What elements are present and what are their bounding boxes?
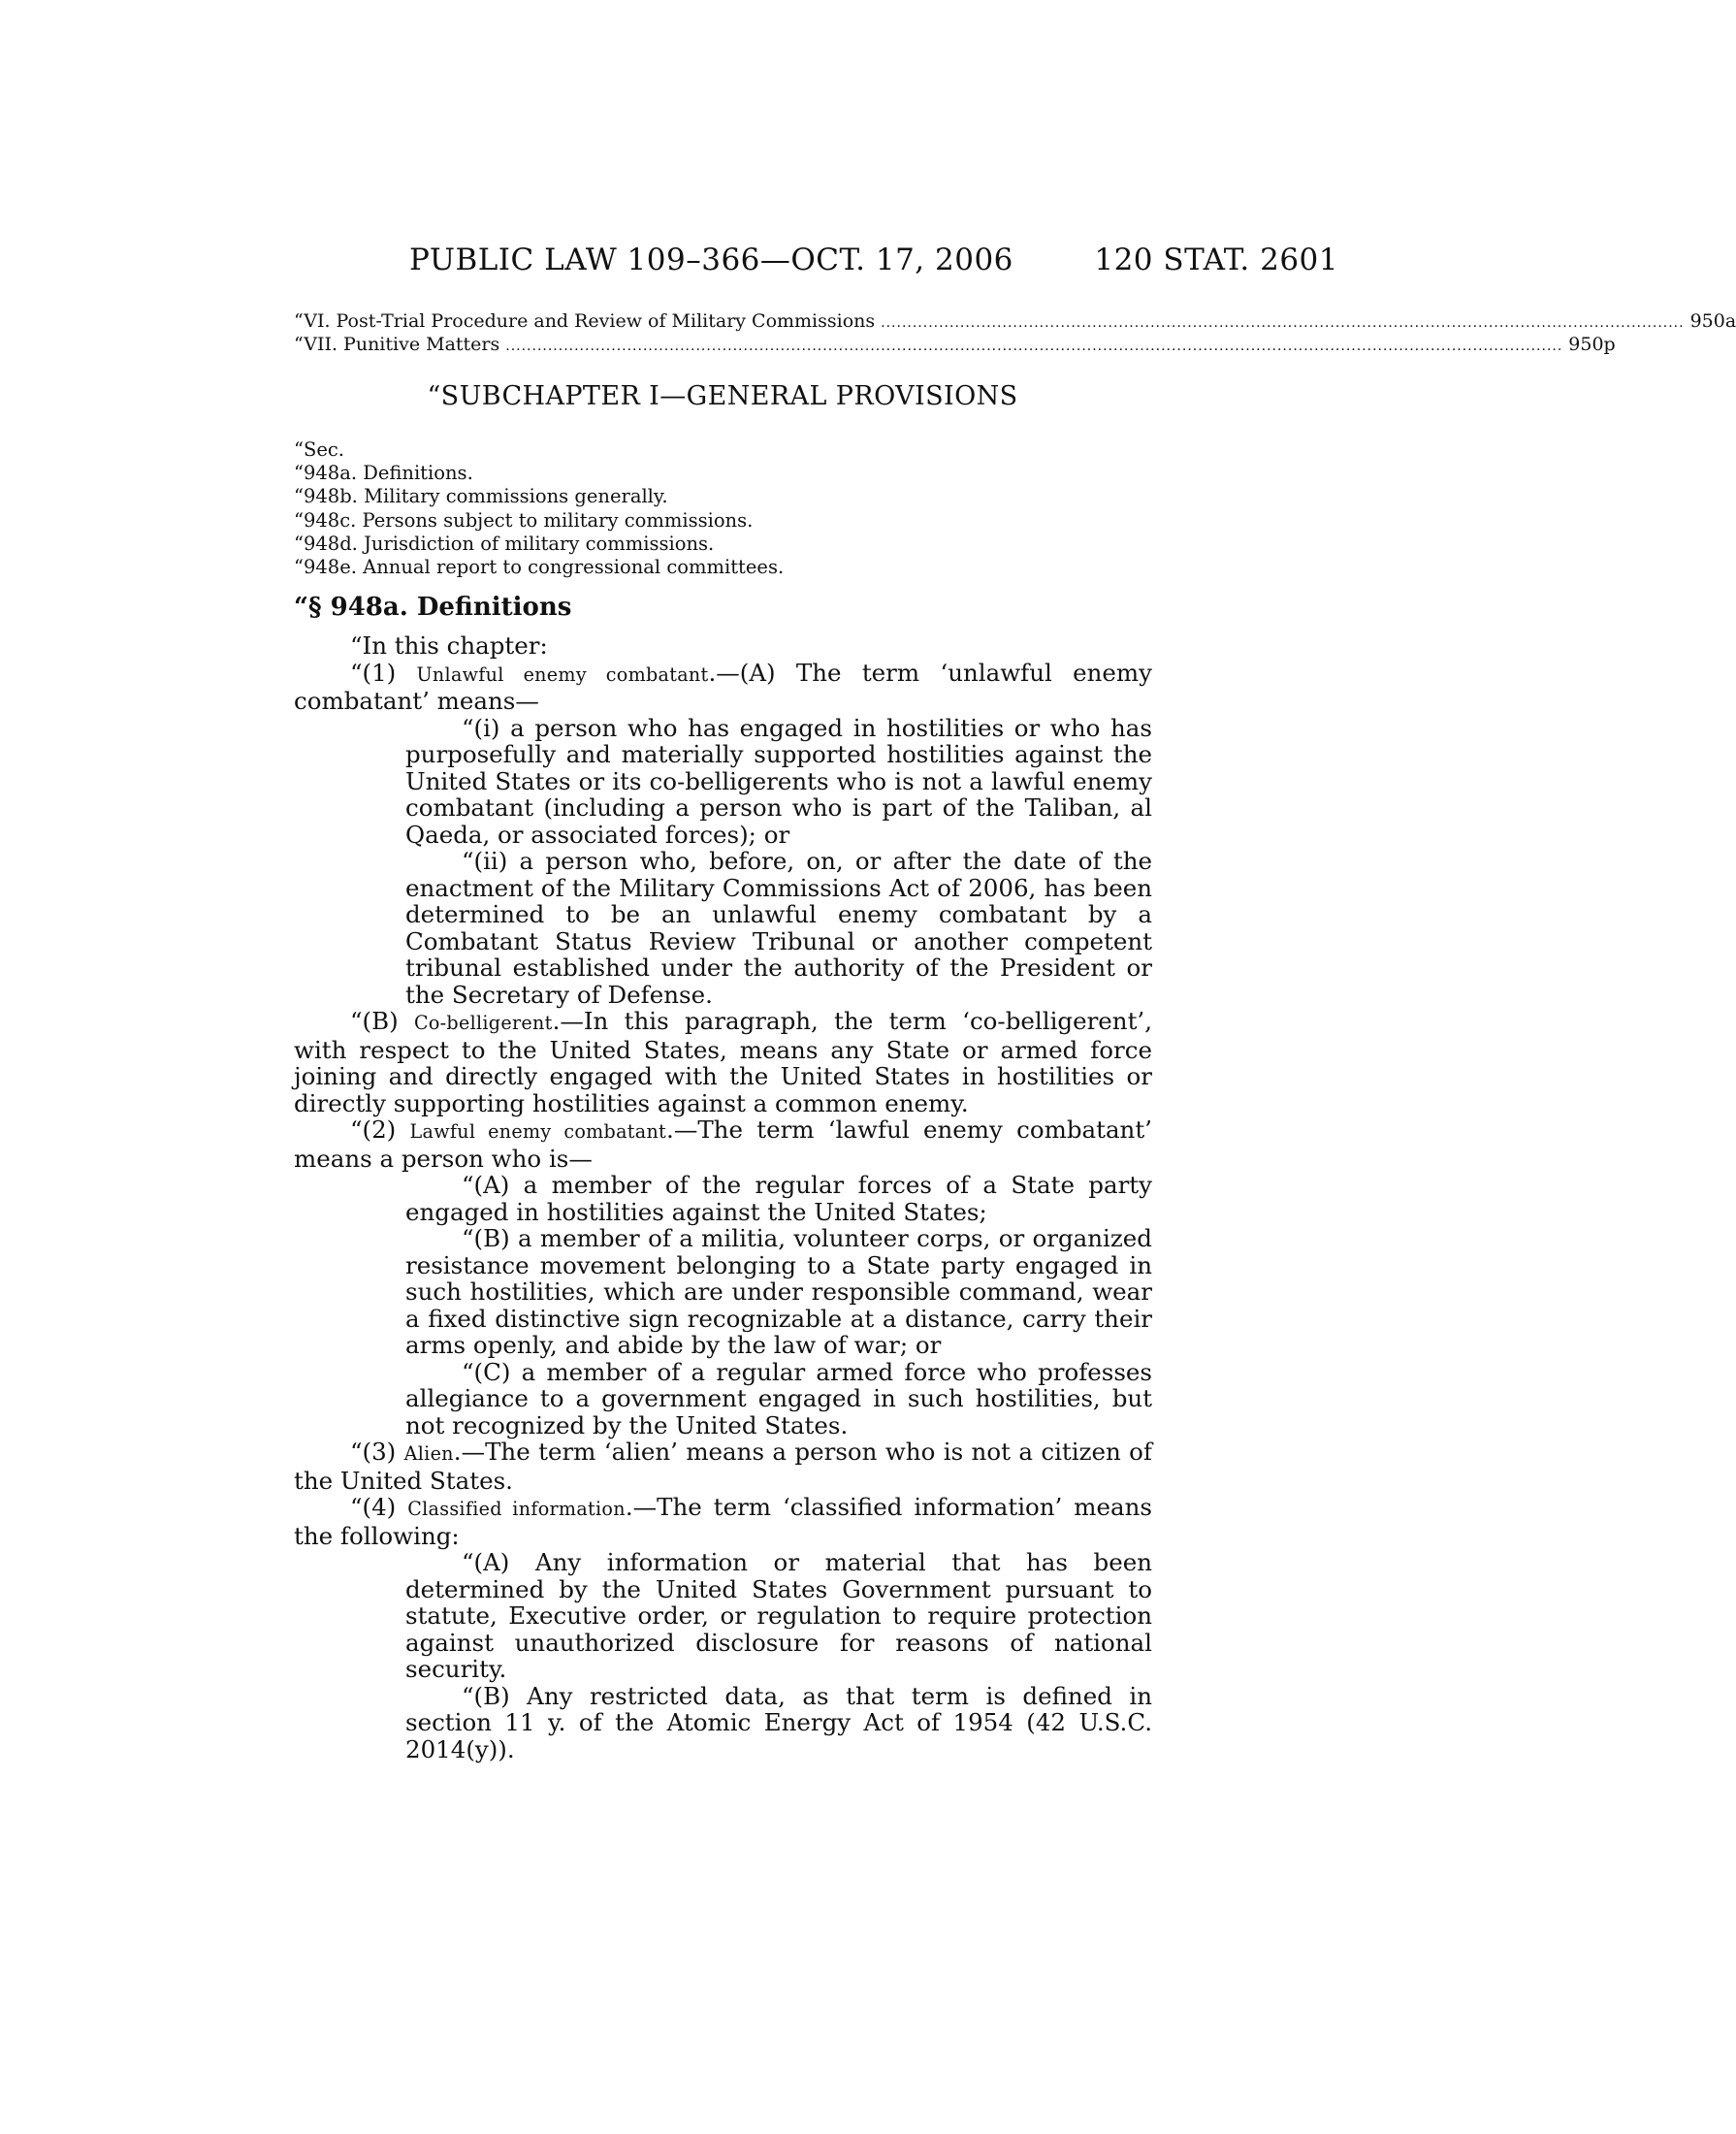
section-list-item: “948d. Jurisdiction of military commissions. <box>294 532 715 555</box>
toc-row <box>294 334 1616 357</box>
subparagraph-4-b: “(B) Any restricted data, as that term is defined in section 11 y. of the Atomic Energy Act of 1954 (42 U.S.C. 2014(y)). <box>405 1681 1152 1763</box>
term-caps: Lawful enemy combatant <box>409 1120 667 1143</box>
section-list <box>294 438 784 579</box>
toc-row <box>294 310 1736 334</box>
intro-paragraph: “In this chapter: <box>350 631 548 660</box>
subparagraph-2-b: “(B) a member of a militia, volunteer corps, or organized resistance movement belonging to a State party engaged in such hostilities, which are under responsible command, wear a fixed distinctive sign recognizable at a distance, carry their arms openly, and abide by the law of war; or <box>405 1224 1152 1359</box>
statute-page-number: 120 STAT. 2601 <box>1094 242 1338 277</box>
subchapter-title: “SUBCHAPTER I—GENERAL PROVISIONS <box>427 381 1018 411</box>
section-list-header: “Sec. <box>294 438 344 461</box>
term-caps: Co-belligerent <box>413 1012 553 1034</box>
subparagraph-2-c: “(C) a member of a regular armed force who professes allegiance to a government engaged in such hostilities, but not recognized by the United States. <box>405 1357 1152 1439</box>
term-caps: Classified information <box>407 1498 626 1520</box>
section-list-item: “948e. Annual report to congressional committees. <box>294 556 785 579</box>
dot-leader: ........................................................................................................................................................................................................ <box>505 339 1563 354</box>
paragraph-1: “(1) Unlawful enemy combatant.—(A) The term ‘unlawful enemy combatant’ means— <box>294 658 1152 715</box>
table-of-contents <box>294 310 1736 357</box>
public-law-title: PUBLIC LAW 109–366—OCT. 17, 2006 <box>409 242 1013 277</box>
toc-section-number: 950a <box>1689 310 1736 332</box>
dot-leader: ........................................................................................................................................................ <box>881 315 1685 331</box>
paragraph-4: “(4) Classified information.—The term ‘classified information’ means the following: <box>294 1493 1152 1550</box>
term-caps: Alien <box>403 1442 454 1465</box>
subparagraph-4-a: “(A) Any information or material that has been determined by the United States Government pursuant to statute, Executive order, or regulation to require protection against unauthorized disclosure for reasons of national security. <box>405 1548 1152 1683</box>
clause-1-i: “(i) a person who has engaged in hostilities or who has purposefully and materially supported hostilities against the United States or its co-belligerents who is not a lawful enemy combatant (including a person who is part of the Taliban, al Qaeda, or associated forces); or <box>405 713 1152 849</box>
term-caps: Unlawful enemy combatant <box>416 663 709 686</box>
toc-label: “VI. Post-Trial Procedure and Review of Military Commissions <box>294 310 876 332</box>
section-list-item: “948c. Persons subject to military commissions. <box>294 508 754 532</box>
section-list-item: “948b. Military commissions generally. <box>294 485 668 508</box>
section-heading: “§ 948a. Definitions <box>294 593 572 622</box>
toc-section-number: 950p <box>1568 334 1616 355</box>
clause-1-ii: “(ii) a person who, before, on, or after the date of the enactment of the Military Commissions Act of 2006, has been determined to be an unlawful enemy combatant by a Combatant Status Review Tribunal or another competent tribunal established under the authority of the President or the Secretary of Defense. <box>405 847 1152 1009</box>
paragraph-3: “(3) Alien.—The term ‘alien’ means a person who is not a citizen of the United States. <box>294 1438 1152 1495</box>
toc-label: “VII. Punitive Matters <box>294 334 500 355</box>
section-list-item: “948a. Definitions. <box>294 462 473 485</box>
section-body <box>294 632 1152 1762</box>
paragraph-1-b: “(B) Co-belligerent.—In this paragraph, the term ‘co-belligerent’, with respect to the United States, means any State or armed force joining and directly engaged with the United States in hostilities or directly supporting hostilities against a common enemy. <box>294 1007 1152 1117</box>
subparagraph-2-a: “(A) a member of the regular forces of a State party engaged in hostilities against the United States; <box>405 1171 1152 1226</box>
page-header <box>291 242 1338 281</box>
paragraph-2: “(2) Lawful enemy combatant.—The term ‘lawful enemy combatant’ means a person who is— <box>294 1116 1152 1173</box>
